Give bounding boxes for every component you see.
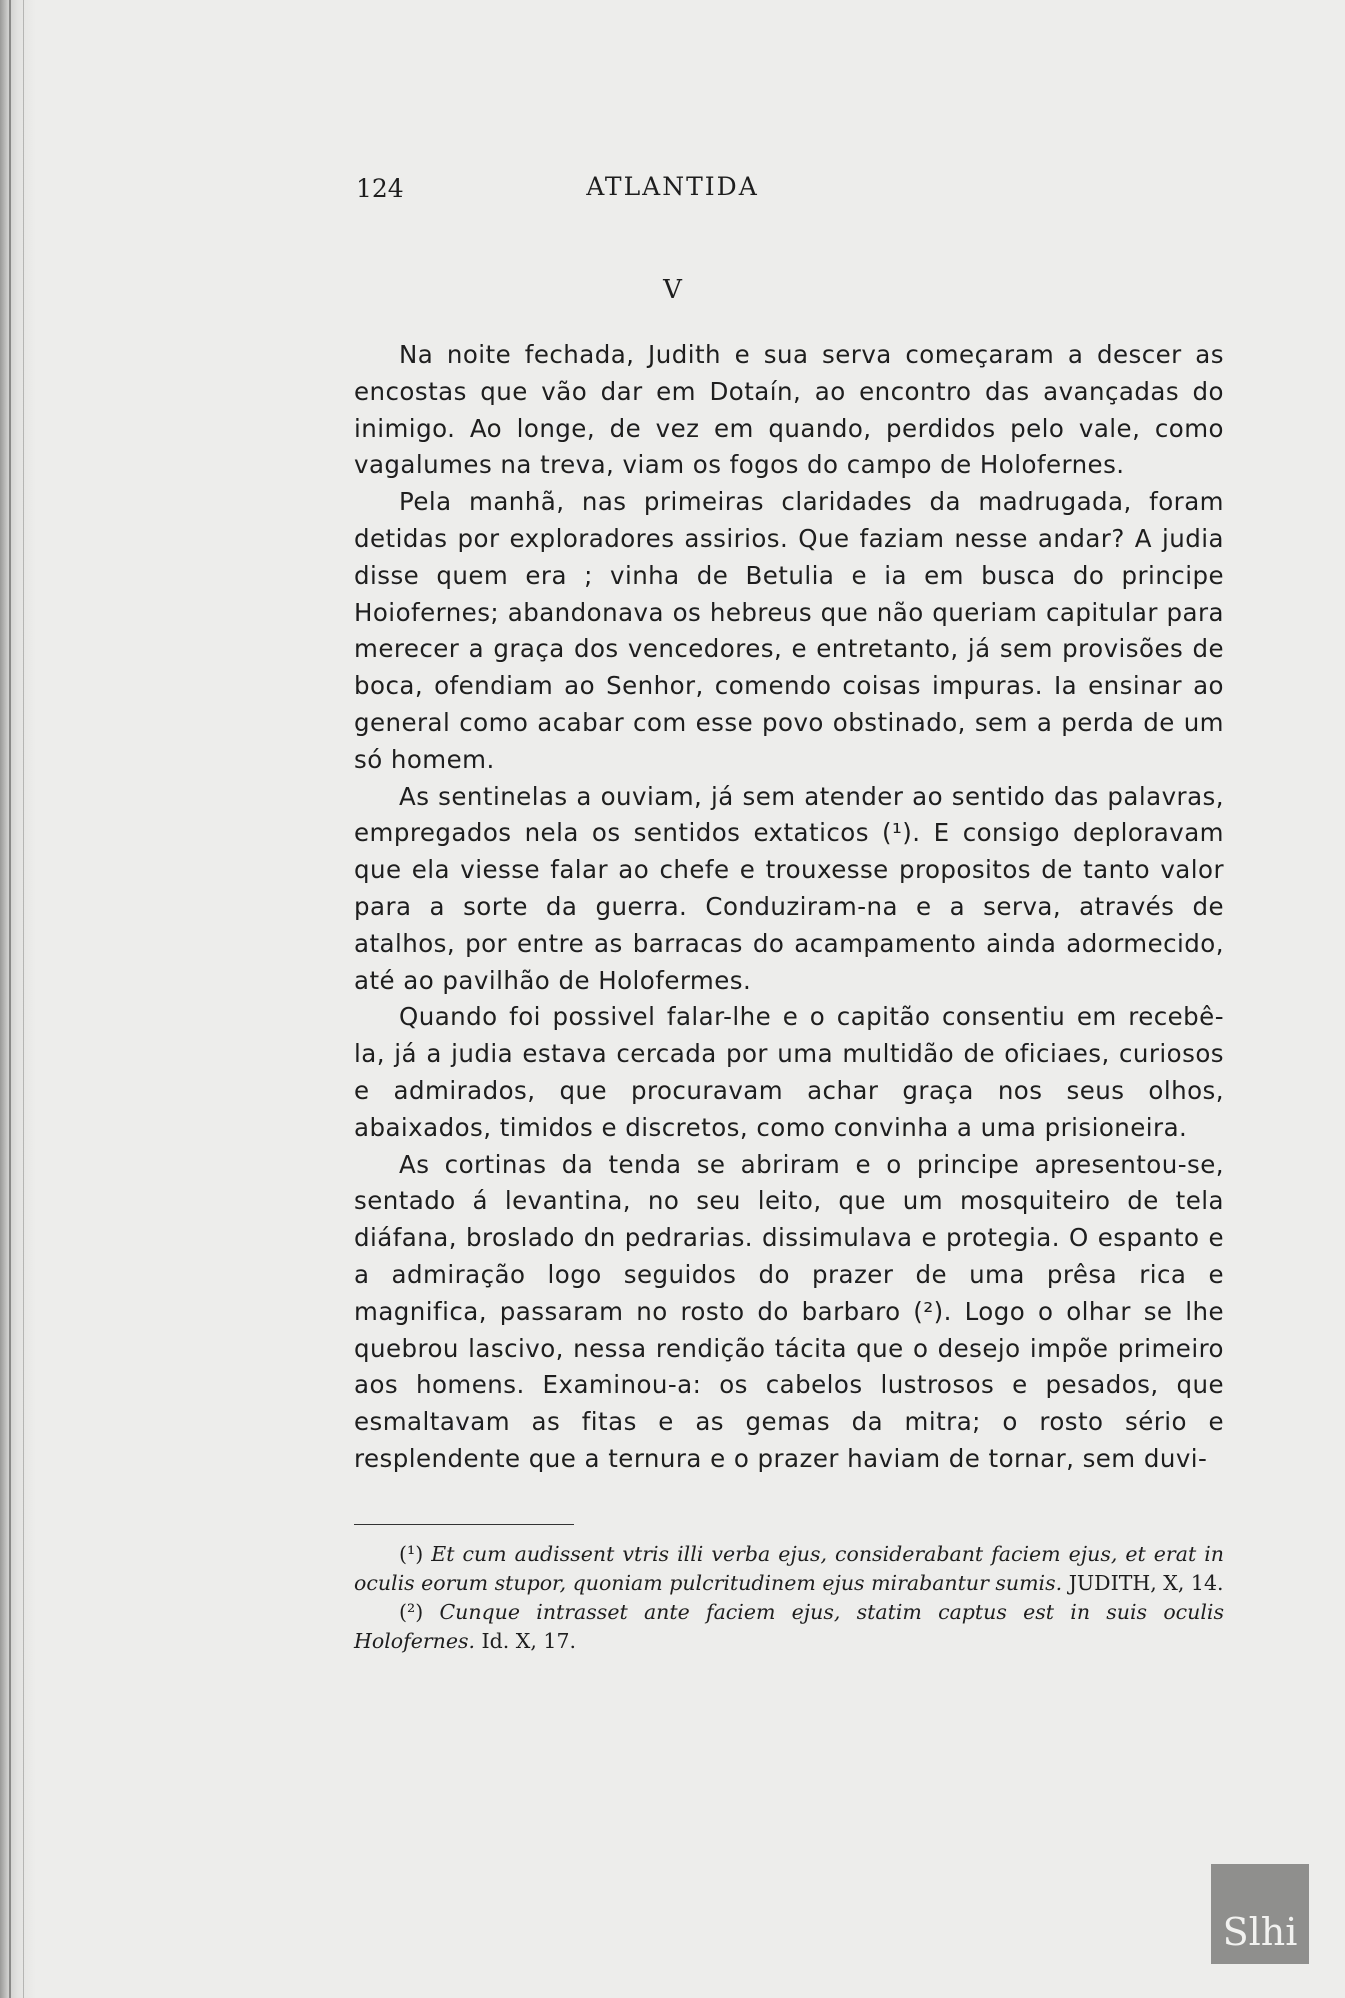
section-numeral: V <box>663 275 682 305</box>
footnote <box>354 1540 1224 1598</box>
page-number: 124 <box>356 174 404 203</box>
paragraph: Quando foi possivel falar-lhe e o capitão consentiu em recebê-la, já a judia estava cercada por uma multidão de oficiaes, curiosos e admirados, que procuravam achar graça nos seus olhos, abaixados, timidos e discretos, como convinha a uma prisioneira. <box>354 1002 1224 1142</box>
footnote-marker: (¹) <box>399 1542 424 1566</box>
footnote-divider <box>354 1524 574 1525</box>
paragraph: Pela manhã, nas primeiras claridades da madrugada, foram detidas por exploradores assirios. Que faziam nesse andar? A judia disse quem era ; vinha de Betulia e ia em busca do principe Hoiofernes; abandonava os hebreus que não queriam capitular para merecer a graça dos vencedores, e entretanto, já sem provisões de boca, ofendiam ao Senhor, comendo coisas impuras. Ia ensinar ao general como acabar com esse povo obstinado, sem a perda de um só homem. <box>354 487 1224 774</box>
footnote-citation: Id. X, 17. <box>481 1629 577 1653</box>
footnotes <box>354 1540 1224 1656</box>
footnote-citation: JUDITH, X, 14. <box>1068 1571 1224 1595</box>
paragraph: Na noite fechada, Judith e sua serva começaram a descer as encostas que vão dar em Dotaín, ao encontro das avançadas do inimigo. Ao longe, de vez em quando, perdidos pelo vale, como vagalumes na treva, viam os fogos do campo de Holofernes. <box>354 340 1224 480</box>
running-title: ATLANTIDA <box>586 172 759 201</box>
library-watermark-logo: Slhi <box>1211 1864 1309 1964</box>
body-text <box>354 337 1224 1478</box>
footnote-quote: Cunque intrasset ante faciem ejus, statim captus est in suis oculis Holofernes. <box>354 1600 1224 1653</box>
footnote-marker: (²) <box>399 1600 424 1624</box>
paragraph: As sentinelas a ouviam, já sem atender ao sentido das palavras, empregados nela os sentidos extaticos (¹). E consigo deploravam que ela viesse falar ao chefe e trouxesse propositos de tanto valor para a sorte da guerra. Conduziram-na e a serva, através de atalhos, por entre as barracas do acampamento ainda adormecido, até ao pavilhão de Holofermes. <box>354 781 1224 995</box>
footnote-quote: Et cum audissent vtris illi verba ejus, considerabant faciem ejus, et erat in oculis eorum stupor, quoniam pulcritudinem ejus mirabantur sumis. <box>354 1542 1224 1595</box>
paragraph: As cortinas da tenda se abriram e o principe apresentou-se, sentado á levantina, no seu leito, que um mosquiteiro de tela diáfana, broslado dn pedrarias. dissimulava e protegia. O espanto e a admiração logo seguidos do prazer de uma prêsa rica e magnifica, passaram no rosto do barbaro (²). Logo o olhar se lhe quebrou lascivo, nessa rendição tácita que o desejo impõe primeiro aos homens. Examinou-a: os cabelos lustrosos e pesados, que esmaltavam as fitas e as gemas da mitra; o rosto sério e resplendente que a ternura e o prazer haviam de tornar, sem duvi- <box>354 1149 1224 1473</box>
footnote <box>354 1598 1224 1656</box>
